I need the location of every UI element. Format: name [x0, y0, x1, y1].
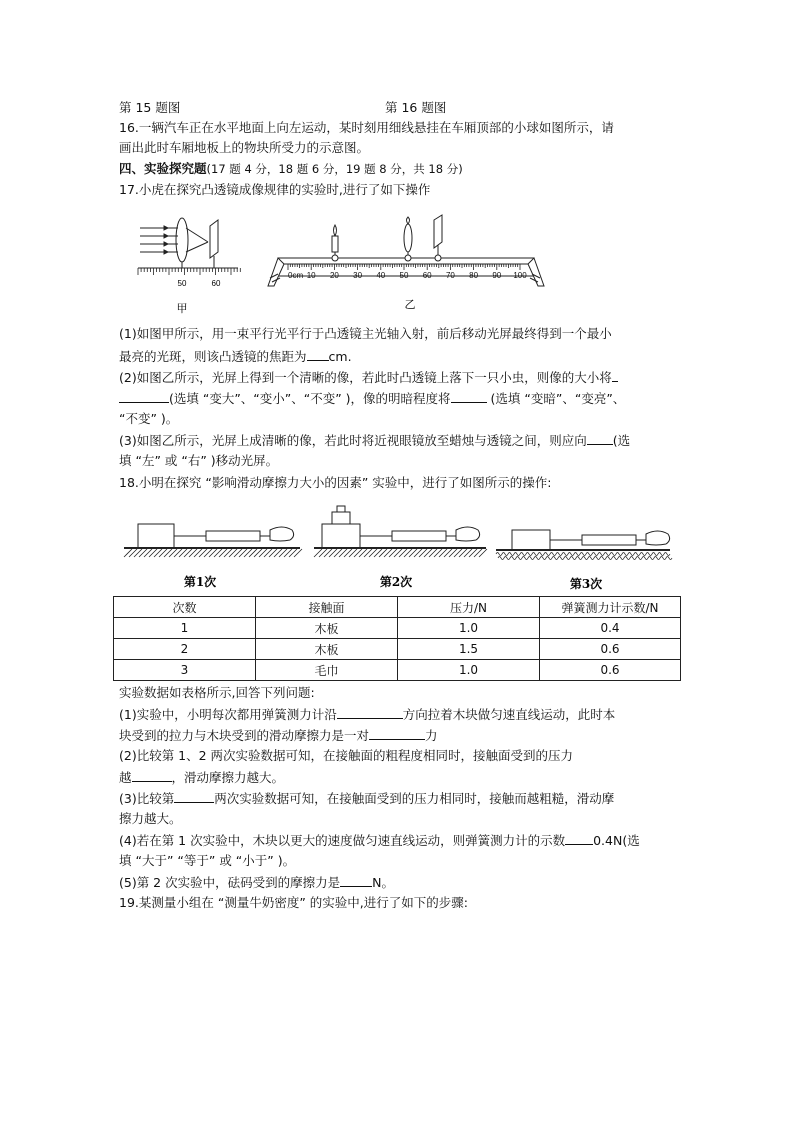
q17-p2-c-text: (选填 “变暗”、“变亮”、	[486, 391, 626, 406]
table-cell: 木板	[256, 639, 398, 660]
q18-s4-b-text: 0.4N(选	[593, 833, 640, 848]
table-cell: 1.0	[398, 660, 540, 681]
q19-intro: 19.某测量小组在 “测量牛奶密度” 的实验中,进行了如下的步骤:	[119, 895, 468, 910]
table-header: 弹簧测力计示数/N	[540, 597, 681, 618]
q17-p2-b	[119, 389, 625, 407]
section-title: 四、实验探究题	[119, 161, 207, 176]
table-cell: 1.0	[398, 618, 540, 639]
q18-s5-b-text: N。	[372, 875, 394, 890]
q17-p1-a: (1)如图甲所示，用一束平行光平行于凸透镜主光轴入射，前后移动光屏最终得到一个最小	[119, 326, 612, 341]
table-cell: 0.6	[540, 639, 681, 660]
q18-s1-a	[119, 705, 615, 723]
q17-p1	[119, 347, 352, 365]
answer-blank-reading[interactable]	[565, 831, 593, 845]
q18-s4-a	[119, 831, 640, 849]
table-header-row	[114, 597, 681, 618]
table-row	[114, 660, 681, 681]
q17-p3-a-text: (3)如图乙所示，光屏上成清晰的像，若此时将近视眼镜放至蜡烛与透镜之间，则应向	[119, 433, 587, 448]
q18-s1-d-text: 力	[425, 728, 438, 743]
fig-b-tick-label: 70	[445, 271, 455, 280]
fig-b-tick-label: 40	[376, 271, 386, 280]
optical-bench-figure	[262, 212, 552, 318]
q18-s1-b-text: 方向拉着木块做匀速直线运动，此时本	[402, 707, 616, 722]
fig-b-tick-label: 80	[469, 271, 479, 280]
q16-line1: 16.一辆汽车正在水平地面上向左运动，某时刻用细线悬挂在车厢顶部的小球如图所示，请	[119, 120, 614, 135]
fig-b-tick-label: 20	[329, 271, 339, 280]
answer-blank-trials[interactable]	[174, 789, 214, 803]
lens-focal-figure	[130, 212, 250, 318]
q17-p3-b-text: (选	[612, 433, 631, 448]
table-cell: 3	[114, 660, 256, 681]
friction-trials-figure	[120, 500, 685, 596]
q18-intro: 18.小明在探究 “影响滑动摩擦力大小的因素” 实验中，进行了如图所示的操作:	[119, 475, 552, 490]
q18-s4-c: 填 “大于” “等于” 或 “小于” )。	[119, 853, 296, 868]
q17-p2-a-text: (2)如图乙所示，光屏上得到一个清晰的像，若此时凸透镜上落下一只小虫，则像的大小将	[119, 370, 612, 385]
q18-s2-a: (2)比较第 1、2 两次实验数据可知，在接触面的粗程度相同时，接触面受到的压力	[119, 748, 574, 763]
table-cell: 1	[114, 618, 256, 639]
fig-b-label: 乙	[404, 298, 416, 311]
table-cell: 2	[114, 639, 256, 660]
friction-data-table	[113, 596, 681, 681]
q18-s5-a-text: (5)第 2 次实验中，砝码受到的摩擦力是	[119, 875, 341, 890]
table-row	[114, 639, 681, 660]
section-note: (17 题 4 分，18 题 6 分，19 题 8 分，共 18 分)	[206, 162, 463, 176]
answer-blank-direction[interactable]	[587, 431, 613, 445]
fig-b-tick-label: 0cm	[288, 271, 304, 280]
q18-s3-a-text: (3)比较第	[119, 791, 175, 806]
fig-b-tick-label: 100	[513, 271, 527, 280]
fig-b-tick-label: 60	[422, 271, 432, 280]
table-header: 次数	[114, 597, 256, 618]
q17-p2-d: “不变” )。	[119, 411, 179, 426]
q17-p1-b: 最亮的光斑，则该凸透镜的焦距为	[119, 349, 307, 364]
q18-s1-c-text: 块受到的拉力与木块受到的滑动摩擦力是一对	[119, 728, 370, 743]
q18-s2-b-text: 越	[119, 770, 132, 785]
fig15-caption: 第 15 题图	[119, 100, 181, 115]
fig-b-tick-label: 30	[353, 271, 363, 280]
answer-blank-brightness[interactable]	[451, 389, 487, 403]
fig-a-label: 甲	[176, 302, 188, 315]
q18-s5	[119, 873, 394, 891]
q17-p2-b-text: (选填 “变大”、“变小”、“不变” )，像的明暗程度将	[169, 391, 451, 406]
answer-blank-size-start[interactable]	[612, 368, 618, 382]
q17-p3-a	[119, 431, 630, 449]
q17-p2-a	[119, 368, 618, 386]
q17-p3-c: 填 “左” 或 “右” )移动光屏。	[119, 453, 279, 468]
fig-b-tick-label: 90	[492, 271, 502, 280]
answer-blank-focal[interactable]	[307, 347, 329, 361]
table-cell: 0.4	[540, 618, 681, 639]
table-header: 压力/N	[398, 597, 540, 618]
table-cell: 1.5	[398, 639, 540, 660]
q18-s4-a-text: (4)若在第 1 次实验中，木块以更大的速度做匀速直线运动，则弹簧测力计的示数	[119, 833, 566, 848]
q18-s1-a-text: (1)实验中，小明每次都用弹簧测力计沿	[119, 707, 337, 722]
answer-blank-force-pair[interactable]	[369, 726, 425, 740]
q17-intro: 17.小虎在探究凸透镜成像规律的实验时,进行了如下操作	[119, 182, 431, 197]
q18-s3-c: 擦力越大。	[119, 811, 182, 826]
fig-b-tick-label: 10	[306, 271, 316, 280]
answer-blank-pressure[interactable]	[132, 768, 172, 782]
fig16-caption: 第 16 题图	[385, 100, 447, 115]
trial-2-label: 第2次	[379, 575, 413, 589]
table-cell: 0.6	[540, 660, 681, 681]
q17-p1-c: cm.	[328, 349, 352, 364]
fig-a-tick-60: 60	[211, 279, 221, 288]
table-cell: 毛巾	[256, 660, 398, 681]
table-row	[114, 618, 681, 639]
trial-1-label: 第1次	[183, 575, 217, 589]
q18-after: 实验数据如表格所示,回答下列问题:	[119, 685, 315, 700]
q18-s2-b	[119, 768, 284, 786]
trial-3-label: 第3次	[569, 577, 603, 591]
table-cell: 木板	[256, 618, 398, 639]
fig-b-tick-label: 50	[399, 271, 409, 280]
table-header: 接触面	[256, 597, 398, 618]
answer-blank-pull-direction[interactable]	[337, 705, 403, 719]
q18-s3-a	[119, 789, 614, 807]
q18-s1-c	[119, 726, 438, 744]
q18-s2-c-text: ，滑动摩擦力越大。	[171, 770, 285, 785]
q18-s3-b-text: 两次实验数据可知，在接触面受到的压力相同时，接触而越粗糙，滑动摩	[214, 791, 615, 806]
answer-blank-size[interactable]	[119, 389, 169, 403]
section-heading	[119, 160, 463, 178]
fig-a-tick-50: 50	[177, 279, 187, 288]
q16-line2: 画出此时车厢地板上的物块所受力的示意图。	[119, 140, 370, 155]
answer-blank-weight-friction[interactable]	[340, 873, 372, 887]
